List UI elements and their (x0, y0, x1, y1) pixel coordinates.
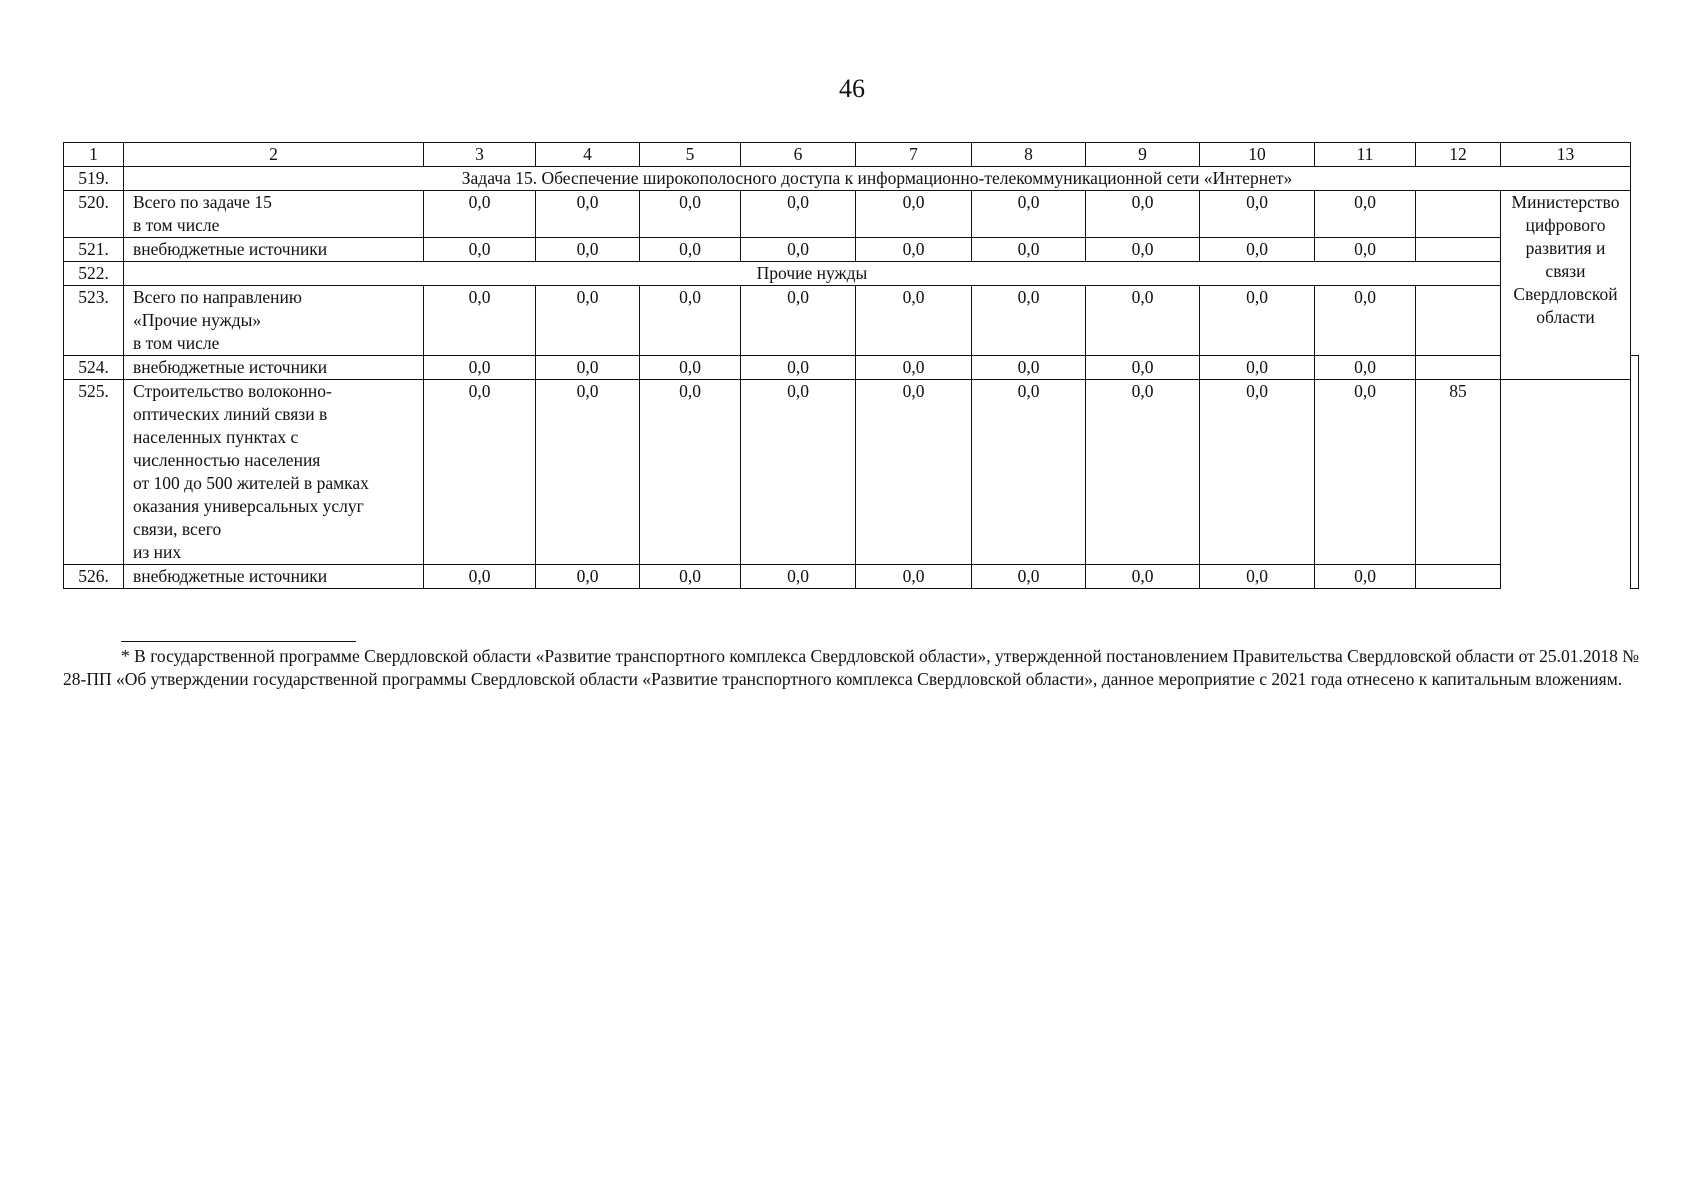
value-cell: 0,0 (536, 380, 640, 565)
value-cell: 0,0 (1315, 191, 1416, 238)
value-cell: 0,0 (424, 286, 536, 356)
value-cell: 0,0 (424, 380, 536, 565)
column-header: 13 (1501, 143, 1631, 167)
value-cell (1416, 286, 1501, 356)
footnote-text: * В государственной программе Свердловской области «Развитие транспортного комплекса Свердловской области», утвержденной постановлением Правительства Свердловской области от 25.01.2018 № 28-ПП «Об утверждении государственной программы Свердловской области «Развитие транспортного комплекса Свердловской области», данное мероприятие с 2021 года отнесено к капитальным вложениям. (63, 646, 1639, 689)
column-header: 1 (64, 143, 124, 167)
value-cell: 0,0 (1315, 286, 1416, 356)
value-cell: 0,0 (536, 565, 640, 589)
row-name: внебюджетные источники (124, 238, 424, 262)
row-number: 524. (64, 356, 124, 380)
row-number: 521. (64, 238, 124, 262)
column-header: 5 (640, 143, 741, 167)
section-title: Задача 15. Обеспечение широкополосного доступа к информационно-телекоммуникационной сети «Интернет» (124, 167, 1631, 191)
column-header: 2 (124, 143, 424, 167)
value-cell: 0,0 (424, 238, 536, 262)
column-header: 7 (856, 143, 972, 167)
value-cell: 0,0 (1086, 286, 1200, 356)
row-name: Всего по задаче 15 в том числе (124, 191, 424, 238)
value-cell (1416, 191, 1501, 238)
value-cell: 0,0 (424, 565, 536, 589)
value-cell: 0,0 (536, 356, 640, 380)
value-cell: 0,0 (1086, 565, 1200, 589)
column-header: 9 (1086, 143, 1200, 167)
value-cell: 0,0 (640, 380, 741, 565)
value-cell: 0,0 (856, 191, 972, 238)
value-cell: 0,0 (741, 565, 856, 589)
value-cell: 0,0 (856, 380, 972, 565)
value-cell: 0,0 (1315, 356, 1416, 380)
row-name: Строительство волоконно- оптических линий связи в населенных пунктах с численностью населения от 100 до 500 жителей в рамках оказания универсальных услуг связи, всего из них (124, 380, 424, 565)
column-header: 6 (741, 143, 856, 167)
footnote (63, 645, 1639, 691)
value-cell: 0,0 (424, 356, 536, 380)
row-number: 522. (64, 262, 124, 286)
column-header: 12 (1416, 143, 1501, 167)
value-cell: 0,0 (1200, 380, 1315, 565)
table-row (64, 565, 1639, 589)
value-cell: 0,0 (856, 565, 972, 589)
value-cell: 0,0 (536, 286, 640, 356)
responsible-org: Министерство цифрового развития и связи Свердловской области (1501, 191, 1631, 380)
row-number: 526. (64, 565, 124, 589)
value-cell (1416, 356, 1501, 380)
column-header: 11 (1315, 143, 1416, 167)
column-header: 4 (536, 143, 640, 167)
table-row (64, 286, 1639, 356)
row-number: 520. (64, 191, 124, 238)
value-cell: 0,0 (972, 286, 1086, 356)
column-header: 8 (972, 143, 1086, 167)
value-cell: 0,0 (1086, 356, 1200, 380)
row-name: внебюджетные источники (124, 565, 424, 589)
table-row (64, 191, 1639, 238)
value-cell: 0,0 (1200, 356, 1315, 380)
value-cell: 0,0 (1086, 238, 1200, 262)
value-cell: 0,0 (640, 356, 741, 380)
value-cell (1416, 565, 1501, 589)
value-cell: 0,0 (1315, 380, 1416, 565)
value-cell: 0,0 (1315, 238, 1416, 262)
table-header-row (64, 143, 1639, 167)
value-cell: 0,0 (741, 356, 856, 380)
value-cell: 0,0 (1200, 286, 1315, 356)
value-cell: 0,0 (972, 565, 1086, 589)
value-cell: 0,0 (972, 380, 1086, 565)
value-cell: 0,0 (741, 191, 856, 238)
row-number: 519. (64, 167, 124, 191)
value-cell: 0,0 (856, 238, 972, 262)
value-cell: 0,0 (856, 286, 972, 356)
value-cell: 0,0 (536, 238, 640, 262)
value-cell: 85 (1416, 380, 1501, 565)
table-row (64, 262, 1639, 286)
value-cell: 0,0 (1200, 565, 1315, 589)
responsible-org-continued (1631, 356, 1639, 589)
table-row (64, 380, 1639, 565)
value-cell: 0,0 (640, 238, 741, 262)
value-cell: 0,0 (640, 191, 741, 238)
value-cell: 0,0 (856, 356, 972, 380)
value-cell: 0,0 (1086, 191, 1200, 238)
value-cell: 0,0 (424, 191, 536, 238)
value-cell: 0,0 (536, 191, 640, 238)
row-number: 525. (64, 380, 124, 565)
value-cell: 0,0 (741, 238, 856, 262)
section-title: Прочие нужды (124, 262, 1501, 286)
value-cell: 0,0 (1200, 238, 1315, 262)
value-cell: 0,0 (1315, 565, 1416, 589)
value-cell: 0,0 (972, 356, 1086, 380)
table-row (64, 167, 1639, 191)
value-cell: 0,0 (741, 286, 856, 356)
value-cell: 0,0 (1200, 191, 1315, 238)
value-cell: 0,0 (972, 191, 1086, 238)
table-row (64, 238, 1639, 262)
row-name: Всего по направлению «Прочие нужды» в том числе (124, 286, 424, 356)
value-cell: 0,0 (640, 565, 741, 589)
page-number: 46 (839, 74, 865, 103)
value-cell: 0,0 (972, 238, 1086, 262)
row-name: внебюджетные источники (124, 356, 424, 380)
value-cell: 0,0 (741, 380, 856, 565)
data-table (63, 142, 1639, 589)
value-cell (1416, 238, 1501, 262)
row-number: 523. (64, 286, 124, 356)
value-cell: 0,0 (640, 286, 741, 356)
column-header: 10 (1200, 143, 1315, 167)
column-header: 3 (424, 143, 536, 167)
table-row (64, 356, 1639, 380)
value-cell: 0,0 (1086, 380, 1200, 565)
footnote-divider (121, 641, 356, 642)
